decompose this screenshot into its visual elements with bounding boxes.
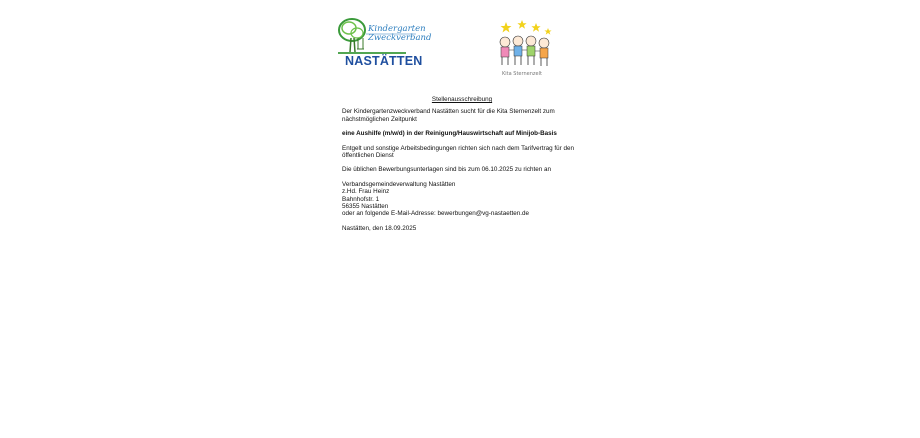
deadline-paragraph: Die üblichen Bewerbungsunterlagen sind bis zum 06.10.2025 zu richten an: [342, 166, 551, 174]
logo-script-line2: Zweckverband: [368, 33, 432, 43]
children-stars-icon: [492, 20, 558, 72]
logo-script-text: [368, 24, 432, 43]
kita-sternenzelt-logo: [492, 20, 558, 80]
logo-caption: Kita Sternenzelt: [502, 71, 542, 77]
job-posting-text: [342, 96, 582, 232]
address-block: [342, 181, 582, 218]
logo-city-name: NASTÄTTEN: [345, 54, 423, 68]
address-line: Verbandsgemeindeverwaltung Nastätten: [342, 180, 456, 188]
document-title: Stellenausschreibung: [431, 96, 493, 103]
logo-script-line1: Kindergarten: [368, 24, 426, 34]
closing-date: Nastätten, den 18.09.2025: [342, 224, 417, 232]
email-line: oder an folgende E-Mail-Adresse: bewerbungen@vg-nastaetten.de: [342, 210, 530, 218]
address-line: 56355 Nastätten: [342, 203, 389, 211]
address-line: Bahnhofstr. 1: [342, 195, 380, 203]
intro-paragraph: Der Kindergartenzweckverband Nastätten sucht für die Kita Sternenzelt zum nächstmöglichen Zeitpunkt: [342, 108, 555, 123]
address-line: z.Hd. Frau Heinz: [342, 188, 390, 196]
kindergarten-zweckverband-logo: [336, 16, 432, 70]
conditions-paragraph: Entgelt und sonstige Arbeitsbedingungen richten sich nach dem Tarifvertrag für den öffentlichen Dienst: [342, 144, 574, 160]
position-paragraph: eine Aushilfe (m/w/d) in der Reinigung/Hauswirtschaft auf Minijob-Basis: [342, 130, 557, 138]
